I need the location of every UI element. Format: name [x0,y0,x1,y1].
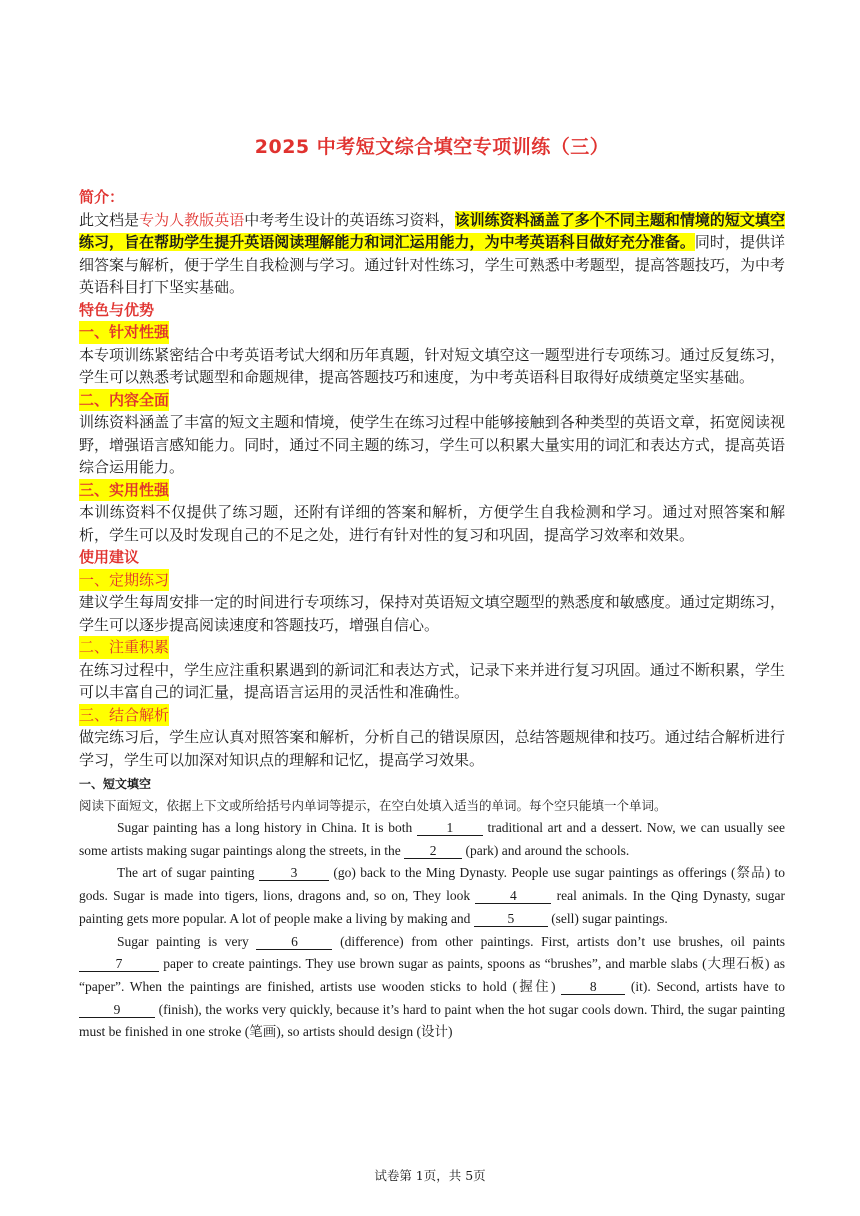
passage-text: traditional art and a dessert. Now, we can usually see some artists making sugar paintings along the streets, in the [79,820,785,858]
usage-text: 在练习过程中，学生应注重积累遇到的新词汇和表达方式，记录下来并进行复习巩固。通过不断积累，学生可以丰富自己的词汇量，提高语言运用的灵活性和准确性。 [79,660,785,701]
passage-paragraph [79,862,785,930]
feature-text: 本训练资料不仅提供了练习题，还附有详细的答案和解析，方便学生自我检测和学习。通过对照答案和解析，学生可以及时发现自己的不足之处，进行有针对性的复习和巩固，提高学习效率和效果。 [79,503,785,544]
intro-paragraph [79,209,785,299]
passage-text: The art of sugar painting [117,865,259,881]
document-title: 2025 中考短文综合填空专项训练（三） [254,136,610,158]
blank-9[interactable]: 9 [79,1002,155,1018]
blank-3[interactable]: 3 [259,865,329,881]
features-heading: 特色与优势 [79,300,155,319]
intro-text-a: 此文档是 [79,210,140,229]
intro-text-highlight: 该训练资料涵盖了多个不同主题和情境的短文填空练习，旨在帮助学生提升英语阅读理解能力和词汇运用能力，为中考英语科目做好充分准备。 [79,210,785,251]
passage-text: real animals. In the Qing Dynasty, sugar painting gets more popular. A lot of people make a living by making and [79,888,785,926]
passage-text: (go) back to the Ming Dynasty. People use sugar paintings as offerings (祭品) to gods. Sugar is made into tigers, lions, dragons and, so on, They look [79,865,785,904]
blank-4[interactable]: 4 [475,888,551,904]
usage-text: 做完练习后，学生应认真对照答案和解析，分析自己的错误原因，总结答题规律和技巧。通过结合解析进行学习，学生可以加深对知识点的理解和记忆，提高学习效果。 [79,728,785,769]
passage-paragraph [79,817,785,862]
usage-title: 一、定期练习 [79,569,169,592]
blank-7[interactable]: 7 [79,956,159,972]
feature-title: 三、实用性强 [79,479,169,502]
feature-text: 训练资料涵盖了丰富的短文主题和情境，使学生在练习过程中能够接触到各种类型的英语文章，拓宽阅读视野，增强语言感知能力。同时，通过不同主题的练习，学生可以积累大量实用的词汇和表达方式，提高英语综合运用能力。 [79,413,785,476]
usage-heading: 使用建议 [79,548,140,566]
blank-2[interactable]: 2 [404,843,462,859]
usage-text: 建议学生每周安排一定的时间进行专项练习，保持对英语短文填空题型的熟悉度和敏感度。通过定期练习，学生可以逐步提高阅读速度和答题技巧，增强自信心。 [79,593,785,634]
passage-paragraph [79,931,785,1045]
document-body [79,186,785,1044]
passage-text: paper to create paintings. They use brown sugar as paints, spoons as “brushes”, and marble slabs (大理石板) as “paper”. When the paintings are finished, artists use wooden sticks to hold (握住) [79,956,785,994]
intro-text-c: 同时，提供详细答案与解析，便于学生自我检测与学习。通过针对性练习，学生可熟悉中考题型，提高答题技巧，为中考英语科目打下坚实基础。 [79,233,785,296]
blank-5[interactable]: 5 [474,911,548,927]
passage-text: (park) and around the schools. [462,842,630,858]
usage-title: 二、注重积累 [79,636,169,659]
intro-text-b: 中考考生设计的英语练习资料， [244,210,455,229]
blank-1[interactable]: 1 [417,820,483,836]
passage-text: (difference) from other paintings. First, artists don’t use brushes, oil paints [332,933,785,949]
blank-8[interactable]: 8 [561,979,625,995]
usage-title: 三、结合解析 [79,704,169,727]
passage-text: (finish), the works very quickly, because it’s hard to paint when the hot sugar cools down. Third, the sugar painting must be finished in one stroke (笔画), so artists should design (设计) [79,1001,785,1040]
intro-heading: 简介： [79,188,125,206]
passage-text: (it). Second, artists have to [625,978,785,994]
intro-text-red: 专为人教版英语 [139,210,245,229]
exercise-heading: 一、短文填空 [79,777,152,791]
feature-title: 一、针对性强 [79,321,169,344]
page-footer: 试卷第 1页，共 5页 [374,1168,486,1183]
passage-text: (sell) sugar paintings. [547,910,668,926]
passage-text: Sugar painting is very [117,933,257,949]
feature-text: 本专项训练紧密结合中考英语考试大纲和历年真题，针对短文填空这一题型进行专项练习。通过反复练习，学生可以熟悉考试题型和命题规律，提高答题技巧和速度，为中考英语科目取得好成绩奠定坚实基础。 [79,345,785,386]
feature-title: 二、内容全面 [79,389,169,412]
exercise-instruction: 阅读下面短文，依据上下文或所给括号内单词等提示，在空白处填入适当的单词。每个空只能填一个单词。 [79,798,667,813]
passage-text: Sugar painting has a long history in China. It is both [117,820,417,835]
blank-6[interactable]: 6 [256,934,332,950]
